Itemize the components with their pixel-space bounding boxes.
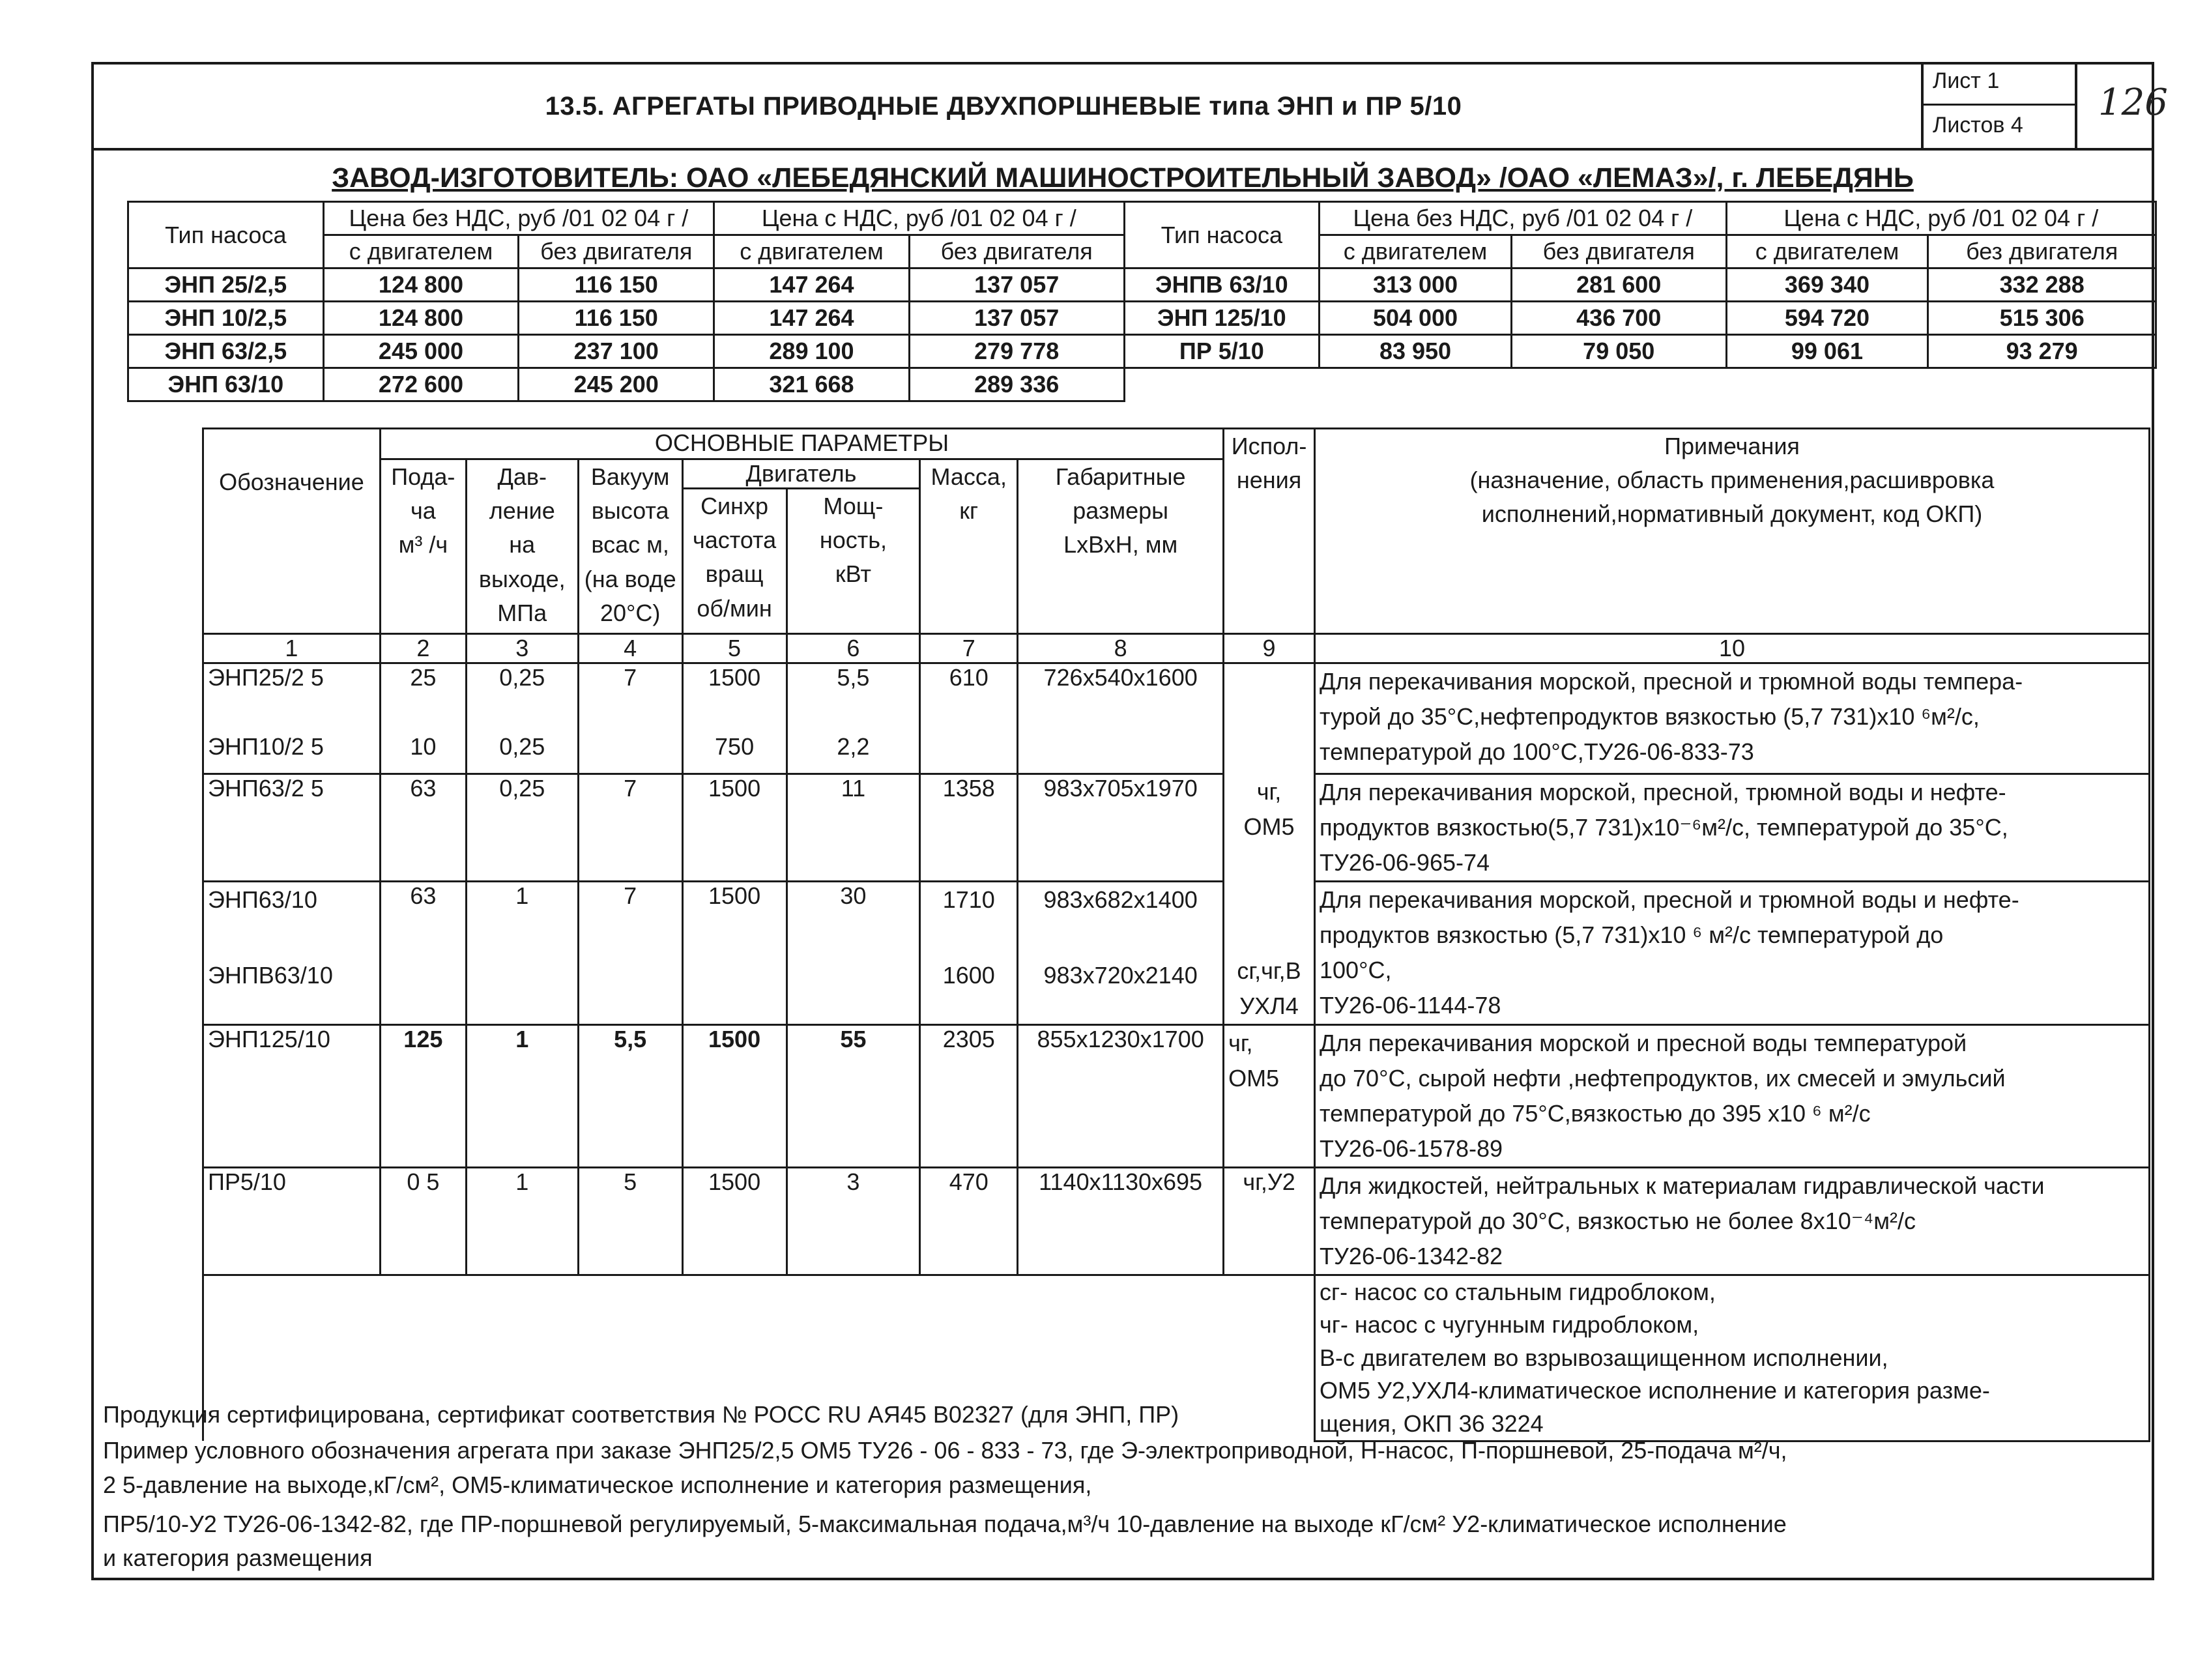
note-cell: Для перекачивания морской и пресной воды температурой до 70°С, сырой нефти ,нефтепродуктов, их смесей и эмульсий температурой до 75°С,вязкостью до 395 х10 ⁶ м²/с ТУ26-06-1578-89	[1315, 1025, 2150, 1168]
price-header-with-vat: Цена с НДС, руб /01 02 04 г /	[714, 202, 1124, 235]
price-subheader: с двигателем	[1320, 235, 1512, 268]
mass-cell: 1358	[920, 774, 1018, 882]
version-cell: сг,чг,В УХЛ4	[1224, 882, 1315, 1025]
price-cell: 279 778	[909, 335, 1124, 368]
price-cell: 147 264	[714, 268, 910, 302]
price-table	[127, 201, 2157, 402]
dimensions-cell: 1140х1130х695	[1018, 1168, 1224, 1275]
price-cell: 436 700	[1511, 302, 1726, 335]
vacuum-cell: 7	[578, 882, 682, 1025]
empty-cell	[1124, 368, 2156, 401]
column-number: 2	[380, 634, 466, 663]
designation-cell: ЭНП63/10 ЭНПВ63/10	[203, 882, 381, 1025]
designation-cell: ПР5/10	[203, 1168, 381, 1275]
header-notes: Примечания (назначение, область применения,расшивровка исполнений,нормативный документ, код ОКП)	[1315, 429, 2150, 634]
table-row	[203, 1168, 2150, 1275]
header-motor: Двигатель	[682, 459, 920, 489]
price-cell: 124 800	[323, 268, 519, 302]
pump-type: ЭНП 63/10	[128, 368, 324, 401]
column-number: 3	[466, 634, 578, 663]
column-numbers-row	[203, 634, 2150, 663]
price-subheader: с двигателем	[714, 235, 910, 268]
column-number: 5	[682, 634, 787, 663]
table-row	[203, 882, 2150, 1025]
pump-type: ПР 5/10	[1124, 335, 1320, 368]
price-cell: 245 000	[323, 335, 519, 368]
column-number: 4	[578, 634, 682, 663]
price-subheader: с двигателем	[323, 235, 519, 268]
note-cell: Для перекачивания морской, пресной и трюмной воды и нефте- продуктов вязкостью (5,7 731)х10 ⁶ м²/с температурой до 100°С, ТУ26-06-1144-78	[1315, 882, 2150, 1025]
price-header-no-vat: Цена без НДС, руб /01 02 04 г /	[323, 202, 714, 235]
pressure-cell: 0,25	[466, 774, 578, 882]
dimensions-cell: 983х682х1400 983х720х2140	[1018, 882, 1224, 1025]
note-cell: Для жидкостей, нейтральных к материалам гидравлической части температурой до 30°С, вязкостью не более 8х10⁻⁴м²/с ТУ26-06-1342-82	[1315, 1168, 2150, 1275]
order-example-line: и категория размещения	[103, 1544, 373, 1571]
vacuum-cell: 5	[578, 1168, 682, 1275]
price-subheader: без двигателя	[909, 235, 1124, 268]
order-example-line: 2 5-давление на выходе,кГ/см², ОМ5-климатическое исполнение и категория размещения,	[103, 1471, 1092, 1498]
flow-cell: 25 10	[380, 663, 466, 774]
column-number: 9	[1224, 634, 1315, 663]
price-cell: 116 150	[519, 302, 714, 335]
header-pressure: Дав- ление на выходе, МПа	[466, 459, 578, 634]
column-number: 6	[787, 634, 920, 663]
sheet-label: Лист 1	[1933, 68, 2000, 93]
pressure-cell: 1	[466, 882, 578, 1025]
price-cell: 83 950	[1320, 335, 1512, 368]
speed-cell: 1500 750	[682, 663, 787, 774]
vacuum-cell: 7	[578, 663, 682, 774]
price-cell: 369 340	[1726, 268, 1928, 302]
header-mass: Масса, кг	[920, 459, 1018, 634]
power-cell: 30	[787, 882, 920, 1025]
speed-cell: 1500	[682, 882, 787, 1025]
price-cell: 289 336	[909, 368, 1124, 401]
flow-cell: 125	[380, 1025, 466, 1168]
dimensions-cell: 726х540х1600	[1018, 663, 1224, 774]
price-cell: 594 720	[1726, 302, 1928, 335]
mass-cell: 2305	[920, 1025, 1018, 1168]
price-cell: 321 668	[714, 368, 910, 401]
order-example-line: ПР5/10-У2 ТУ26-06-1342-82, где ПР-поршневой регулируемый, 5-максимальная подача,м³/ч 10-давление на выходе кГ/см² У2-климатическое исполнение	[103, 1511, 1787, 1537]
version-cell: чг, ОМ5	[1224, 1025, 1315, 1168]
pump-type: ЭНПВ 63/10	[1124, 268, 1320, 302]
sheets-count-label: Листов 4	[1933, 113, 2023, 138]
price-header-type-right: Тип насоса	[1124, 202, 1320, 268]
price-cell: 272 600	[323, 368, 519, 401]
price-cell: 332 288	[1928, 268, 2156, 302]
vacuum-cell: 5,5	[578, 1025, 682, 1168]
price-cell: 245 200	[519, 368, 714, 401]
price-cell: 313 000	[1320, 268, 1512, 302]
power-cell: 3	[787, 1168, 920, 1275]
note-cell: Для перекачивания морской, пресной и трюмной воды темпера- турой до 35°С,нефтепродуктов вязкостью (5,7 731)х10 ⁶м²/с, температурой до 100°С,ТУ26-06-833-73	[1315, 663, 2150, 774]
price-cell: 504 000	[1320, 302, 1512, 335]
header-vacuum: Вакуум высота всас м, (на воде 20°С)	[578, 459, 682, 634]
power-cell: 11	[787, 774, 920, 882]
header-designation: Обозначение	[203, 429, 381, 634]
column-number: 1	[203, 634, 381, 663]
price-cell: 137 057	[909, 268, 1124, 302]
column-number: 8	[1018, 634, 1224, 663]
price-cell: 281 600	[1511, 268, 1726, 302]
price-cell: 79 050	[1511, 335, 1726, 368]
header-dimensions: Габаритные размеры LхВхН, мм	[1018, 459, 1224, 634]
price-header-type: Тип насоса	[128, 202, 324, 268]
column-number: 7	[920, 634, 1018, 663]
power-cell: 5,5 2,2	[787, 663, 920, 774]
flow-cell: 0 5	[380, 1168, 466, 1275]
designation-cell: ЭНП63/2 5	[203, 774, 381, 882]
column-number: 10	[1315, 634, 2150, 663]
dimensions-cell: 855х1230х1700	[1018, 1025, 1224, 1168]
dimensions-cell: 983х705х1970	[1018, 774, 1224, 882]
version-cell: чг, ОМ5	[1224, 774, 1315, 882]
speed-cell: 1500	[682, 1168, 787, 1275]
price-cell: 124 800	[323, 302, 519, 335]
flow-cell: 63	[380, 882, 466, 1025]
table-row	[128, 268, 2156, 302]
price-cell: 147 264	[714, 302, 910, 335]
sheet-info-box	[1921, 62, 2077, 151]
vacuum-cell: 7	[578, 774, 682, 882]
header-main-parameters: ОСНОВНЫЕ ПАРАМЕТРЫ	[380, 429, 1223, 459]
document-title: 13.5. АГРЕГАТЫ ПРИВОДНЫЕ ДВУХПОРШНЕВЫЕ типа ЭНП и ПР 5/10	[545, 91, 1462, 121]
pressure-cell: 1	[466, 1025, 578, 1168]
note-cell: Для перекачивания морской, пресной, трюмной воды и нефте- продуктов вязкостью(5,7 731)х10⁻⁶м²/с, температурой до 35°С, ТУ26-06-965-74	[1315, 774, 2150, 882]
handwritten-page-number: 126	[2098, 81, 2168, 124]
pump-type: ЭНП 63/2,5	[128, 335, 324, 368]
certification-note: Продукция сертифицирована, сертификат соответствия № РОСС RU АЯ45 В02327 (для ЭНП, ПР)	[103, 1401, 1179, 1428]
order-example-line: Пример условного обозначения агрегата при заказе ЭНП25/2,5 ОМ5 ТУ26 - 06 - 833 - 73, где Э-электроприводной, Н-насос, П-поршневой, 25-подача м²/ч,	[103, 1437, 1787, 1464]
price-subheader: с двигателем	[1726, 235, 1928, 268]
table-row	[203, 774, 2150, 882]
price-subheader: без двигателя	[1928, 235, 2156, 268]
price-cell: 515 306	[1928, 302, 2156, 335]
price-cell: 93 279	[1928, 335, 2156, 368]
pressure-cell: 0,25 0,25	[466, 663, 578, 774]
table-row	[128, 302, 2156, 335]
flow-cell: 63	[380, 774, 466, 882]
mass-cell: 610	[920, 663, 1018, 774]
designation-cell: ЭНП125/10	[203, 1025, 381, 1168]
pump-type: ЭНП 25/2,5	[128, 268, 324, 302]
sheet-divider	[1924, 104, 2075, 106]
version-cell	[1224, 663, 1315, 774]
manufacturer-heading: ЗАВОД-ИЗГОТОВИТЕЛЬ: ОАО «ЛЕБЕДЯНСКИЙ МАШИНОСТРОИТЕЛЬНЫЙ ЗАВОД» /ОАО «ЛЕМАЗ»/, г. ЛЕБЕДЯНЬ	[332, 162, 1914, 194]
header-version: Испол- нения	[1224, 429, 1315, 634]
price-cell: 99 061	[1726, 335, 1928, 368]
pump-type: ЭНП 125/10	[1124, 302, 1320, 335]
price-cell: 289 100	[714, 335, 910, 368]
speed-cell: 1500	[682, 774, 787, 882]
price-subheader: без двигателя	[1511, 235, 1726, 268]
price-cell: 116 150	[519, 268, 714, 302]
parameters-table	[202, 427, 2150, 1442]
speed-cell: 1500	[682, 1025, 787, 1168]
pressure-cell: 1	[466, 1168, 578, 1275]
pump-type: ЭНП 10/2,5	[128, 302, 324, 335]
table-row	[203, 663, 2150, 774]
table-row	[203, 1025, 2150, 1168]
table-row	[128, 368, 2156, 401]
price-header-no-vat-right: Цена без НДС, руб /01 02 04 г /	[1320, 202, 1726, 235]
mass-cell: 470	[920, 1168, 1018, 1275]
price-subheader: без двигателя	[519, 235, 714, 268]
header-flow: Пода- ча м³ /ч	[380, 459, 466, 634]
power-cell: 55	[787, 1025, 920, 1168]
header-power: Мощ- ность, кВт	[787, 489, 920, 634]
price-cell: 137 057	[909, 302, 1124, 335]
designation-cell: ЭНП25/2 5 ЭНП10/2 5	[203, 663, 381, 774]
price-cell: 237 100	[519, 335, 714, 368]
mass-cell: 1710 1600	[920, 882, 1018, 1025]
legend-cell: сг- насос со стальным гидроблоком, чг- насос с чугунным гидроблоком, В-с двигателем во взрывозащищенном исполнении, ОМ5 У2,УХЛ4-климатическое исполнение и категория разме- щения, ОКП 36 3224	[1315, 1275, 2150, 1441]
header-speed: Синхр частота вращ об/мин	[682, 489, 787, 634]
version-cell: чг,У2	[1224, 1168, 1315, 1275]
table-row	[128, 335, 2156, 368]
price-header-with-vat-right: Цена с НДС, руб /01 02 04 г /	[1726, 202, 2156, 235]
